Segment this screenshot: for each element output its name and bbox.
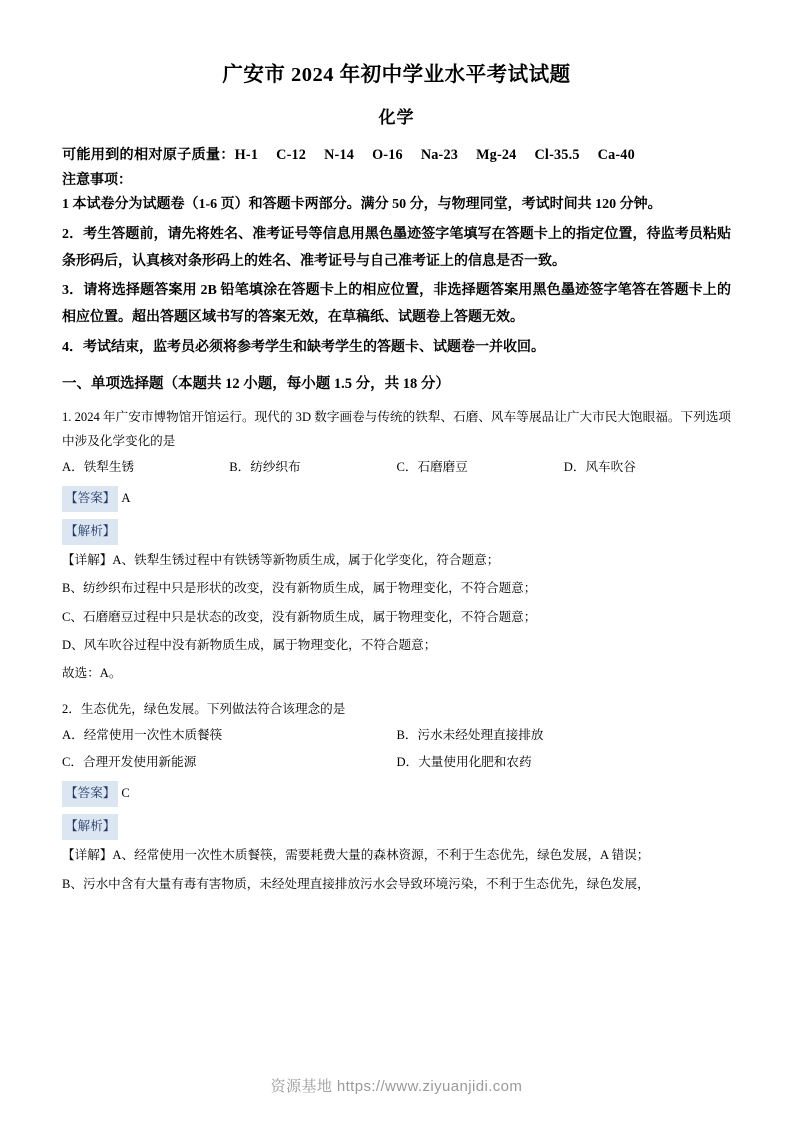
option-d[interactable]: D．大量使用化肥和农药 (396, 754, 532, 769)
detail-line: C、石磨磨豆过程中只是状态的改变，没有新物质生成，属于物理变化，不符合题意； (62, 609, 537, 624)
option-a[interactable]: A．经常使用一次性木质餐筷 (62, 728, 223, 743)
question-stem: 2．生态优先，绿色发展。下列做法符合该理念的是 (62, 702, 346, 717)
relative-mass-item: Na-23 (420, 146, 459, 163)
option-c[interactable]: C．合理开发使用新能源 (62, 754, 197, 769)
answer-value: C (121, 786, 130, 801)
question-block (62, 697, 731, 896)
relative-mass-item: H-1 (234, 146, 259, 163)
answer-value: A (121, 491, 131, 506)
question-block (62, 405, 731, 687)
relative-mass-item: N-14 (324, 146, 355, 163)
notice-heading: 注意事项： (62, 172, 132, 188)
relative-mass-item: O-16 (372, 146, 403, 163)
option-a[interactable]: A．铁犁生锈 (62, 459, 135, 474)
relative-mass-label: 可能用到的相对原子质量： (62, 146, 235, 163)
detail-line: D、风车吹谷过程中没有新物质生成，属于物理变化，不符合题意； (62, 637, 437, 652)
relative-mass-item: C-12 (276, 146, 307, 163)
analysis-tag: 【解析】 (62, 519, 118, 545)
option-row (62, 455, 731, 480)
watermark: 资源基地 https://www.ziyuanjidi.com (270, 1078, 523, 1095)
detail-line: B、污水中含有大量有毒有害物质，未经处理直接排放污水会导致环境污染，不利于生态优先，绿色发展， (62, 876, 650, 891)
relative-atomic-mass-line (62, 144, 731, 164)
option-c[interactable]: C．石磨磨豆 (396, 459, 468, 474)
detail-tag: 【详解】 (62, 553, 113, 568)
answer-line (62, 486, 731, 512)
option-row (62, 723, 731, 748)
section-heading: 一、单项选择题（本题共 12 小题，每小题 1.5 分，共 18 分） (62, 376, 450, 392)
answer-tag: 【答案】 (62, 486, 118, 512)
answer-line (62, 781, 731, 807)
detail-line: 故选：A。 (62, 666, 122, 681)
relative-mass-item: Ca-40 (597, 146, 635, 163)
notice-item: 1 本试卷分为试题卷（1-6 页）和答题卡两部分。满分 50 分，与物理同堂，考试时间共 120 分钟。 (62, 196, 662, 212)
analysis-line (62, 519, 731, 545)
notice-item: 2．考生答题前，请先将姓名、准考证号等信息用黑色墨迹签字笔填写在答题卡上的指定位置，待监考员粘贴条形码后，认真核对条形码上的姓名、准考证号与自己准考证上的信息是否一致。 (62, 226, 731, 269)
detail-line: B、纺纱织布过程中只是形状的改变，没有新物质生成，属于物理变化，不符合题意； (62, 581, 537, 596)
detail-line (62, 843, 731, 868)
detail-line (62, 548, 731, 573)
option-b[interactable]: B．污水未经处理直接排放 (396, 728, 544, 743)
analysis-line (62, 814, 731, 840)
relative-mass-item: Mg-24 (476, 146, 517, 163)
relative-mass-item: Cl-35.5 (534, 146, 580, 163)
analysis-tag: 【解析】 (62, 814, 118, 840)
subject-title: 化学 (378, 107, 415, 127)
question-stem: 1. 2024 年广安市博物馆开馆运行。现代的 3D 数字画卷与传统的铁犁、石磨、风车等展品让广大市民大饱眼福。下列选项中涉及化学变化的是 (62, 409, 731, 448)
option-d[interactable]: D．风车吹谷 (563, 459, 636, 474)
detail-tag: 【详解】 (62, 848, 113, 863)
option-row (62, 750, 731, 775)
notice-item: 4．考试结束，监考员必须将参考学生和缺考学生的答题卡、试题卷一并收回。 (62, 340, 545, 356)
page-title: 广安市 2024 年初中学业水平考试试题 (222, 64, 571, 86)
detail-text: A、经常使用一次性木质餐筷，需要耗费大量的森林资源，不利于生态优先，绿色发展，A 错误； (112, 848, 650, 863)
notice-item: 3．请将选择题答案用 2B 铅笔填涂在答题卡上的相应位置，非选择题答案用黑色墨迹签字笔答在答题卡上的相应位置。超出答题区域书写的答案无效，在草稿纸、试题卷上答题无效。 (62, 283, 731, 326)
detail-text: A、铁犁生锈过程中有铁锈等新物质生成，属于化学变化，符合题意； (112, 553, 500, 568)
answer-tag: 【答案】 (62, 781, 118, 807)
option-b[interactable]: B．纺纱织布 (229, 459, 301, 474)
